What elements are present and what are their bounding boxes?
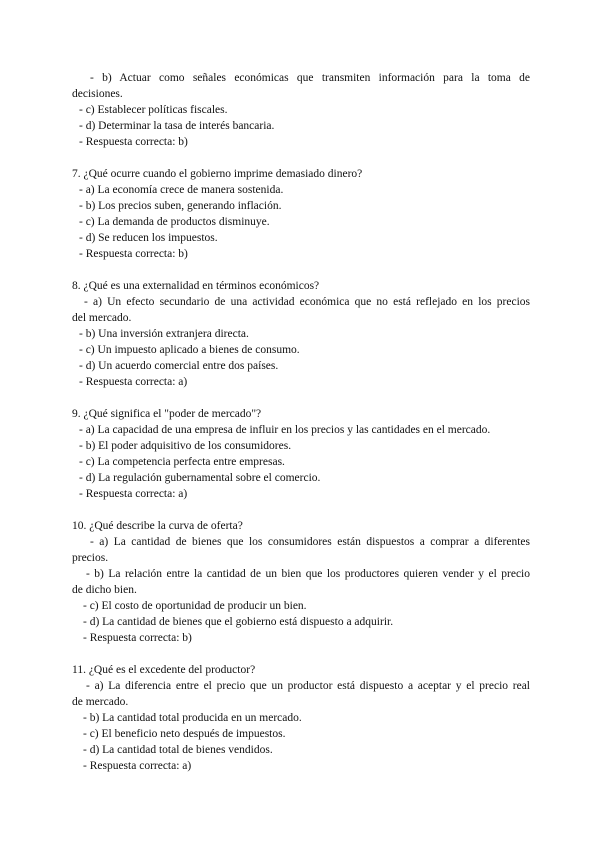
option-b-line1: - b) Actuar como señales económicas que transmiten información para la toma de xyxy=(90,72,530,84)
option-a: - a) La capacidad de una empresa de influir en los precios y las cantidades en el mercado. xyxy=(79,424,491,436)
option-b-line2: de dicho bien. xyxy=(72,584,137,596)
answer: - Respuesta correcta: a) xyxy=(79,488,188,500)
option-d: - d) La cantidad total de bienes vendidos. xyxy=(83,744,273,756)
option-a-line2: de mercado. xyxy=(72,696,129,708)
option-a: - a) La economía crece de manera sostenida. xyxy=(79,184,284,196)
question-8 xyxy=(72,278,530,390)
answer: - Respuesta correcta: b) xyxy=(79,136,188,148)
option-a-line1: - a) La diferencia entre el precio que un productor está dispuesto a aceptar y el precio real xyxy=(86,680,530,692)
question-text: 9. ¿Qué significa el "poder de mercado"? xyxy=(72,408,262,420)
option-c: - c) El costo de oportunidad de producir un bien. xyxy=(83,600,307,612)
option-b: - b) El poder adquisitivo de los consumidores. xyxy=(79,440,292,452)
question-7 xyxy=(72,166,530,262)
question-text: 10. ¿Qué describe la curva de oferta? xyxy=(72,520,243,532)
option-c: - c) La demanda de productos disminuye. xyxy=(79,216,270,228)
option-a-line1: - a) Un efecto secundario de una actividad económica que no está reflejado en los precios xyxy=(84,296,530,308)
option-d: - d) Determinar la tasa de interés bancaria. xyxy=(79,120,275,132)
option-d: - d) La cantidad de bienes que el gobierno está dispuesto a adquirir. xyxy=(83,616,394,628)
document-content xyxy=(72,70,530,774)
question-text: 8. ¿Qué es una externalidad en términos económicos? xyxy=(72,280,320,292)
answer: - Respuesta correcta: a) xyxy=(79,376,188,388)
answer: - Respuesta correcta: a) xyxy=(83,760,192,772)
option-c: - c) La competencia perfecta entre empresas. xyxy=(79,456,285,468)
question-9 xyxy=(72,406,530,502)
answer: - Respuesta correcta: b) xyxy=(83,632,192,644)
option-d: - d) Un acuerdo comercial entre dos países. xyxy=(79,360,279,372)
option-c: - c) Establecer políticas fiscales. xyxy=(79,104,228,116)
option-b-line2: decisiones. xyxy=(72,88,123,100)
option-a-line2: precios. xyxy=(72,552,109,564)
question-10 xyxy=(72,518,530,646)
option-c: - c) El beneficio neto después de impuestos. xyxy=(83,728,286,740)
option-a-line2: del mercado. xyxy=(72,312,132,324)
option-b: - b) Una inversión extranjera directa. xyxy=(79,328,249,340)
option-d: - d) Se reducen los impuestos. xyxy=(79,232,218,244)
question-6-continuation xyxy=(72,70,530,150)
question-text: 11. ¿Qué es el excedente del productor? xyxy=(72,664,256,676)
option-d: - d) La regulación gubernamental sobre el comercio. xyxy=(79,472,321,484)
option-b-line1: - b) La relación entre la cantidad de un bien que los productores quieren vender y el precio xyxy=(86,568,530,580)
option-c: - c) Un impuesto aplicado a bienes de consumo. xyxy=(79,344,300,356)
question-11 xyxy=(72,662,530,774)
answer: - Respuesta correcta: b) xyxy=(79,248,188,260)
option-a-line1: - a) La cantidad de bienes que los consumidores están dispuestos a comprar a diferentes xyxy=(90,536,530,548)
option-b: - b) La cantidad total producida en un mercado. xyxy=(83,712,302,724)
option-b: - b) Los precios suben, generando inflación. xyxy=(79,200,282,212)
question-text: 7. ¿Qué ocurre cuando el gobierno imprime demasiado dinero? xyxy=(72,168,363,180)
